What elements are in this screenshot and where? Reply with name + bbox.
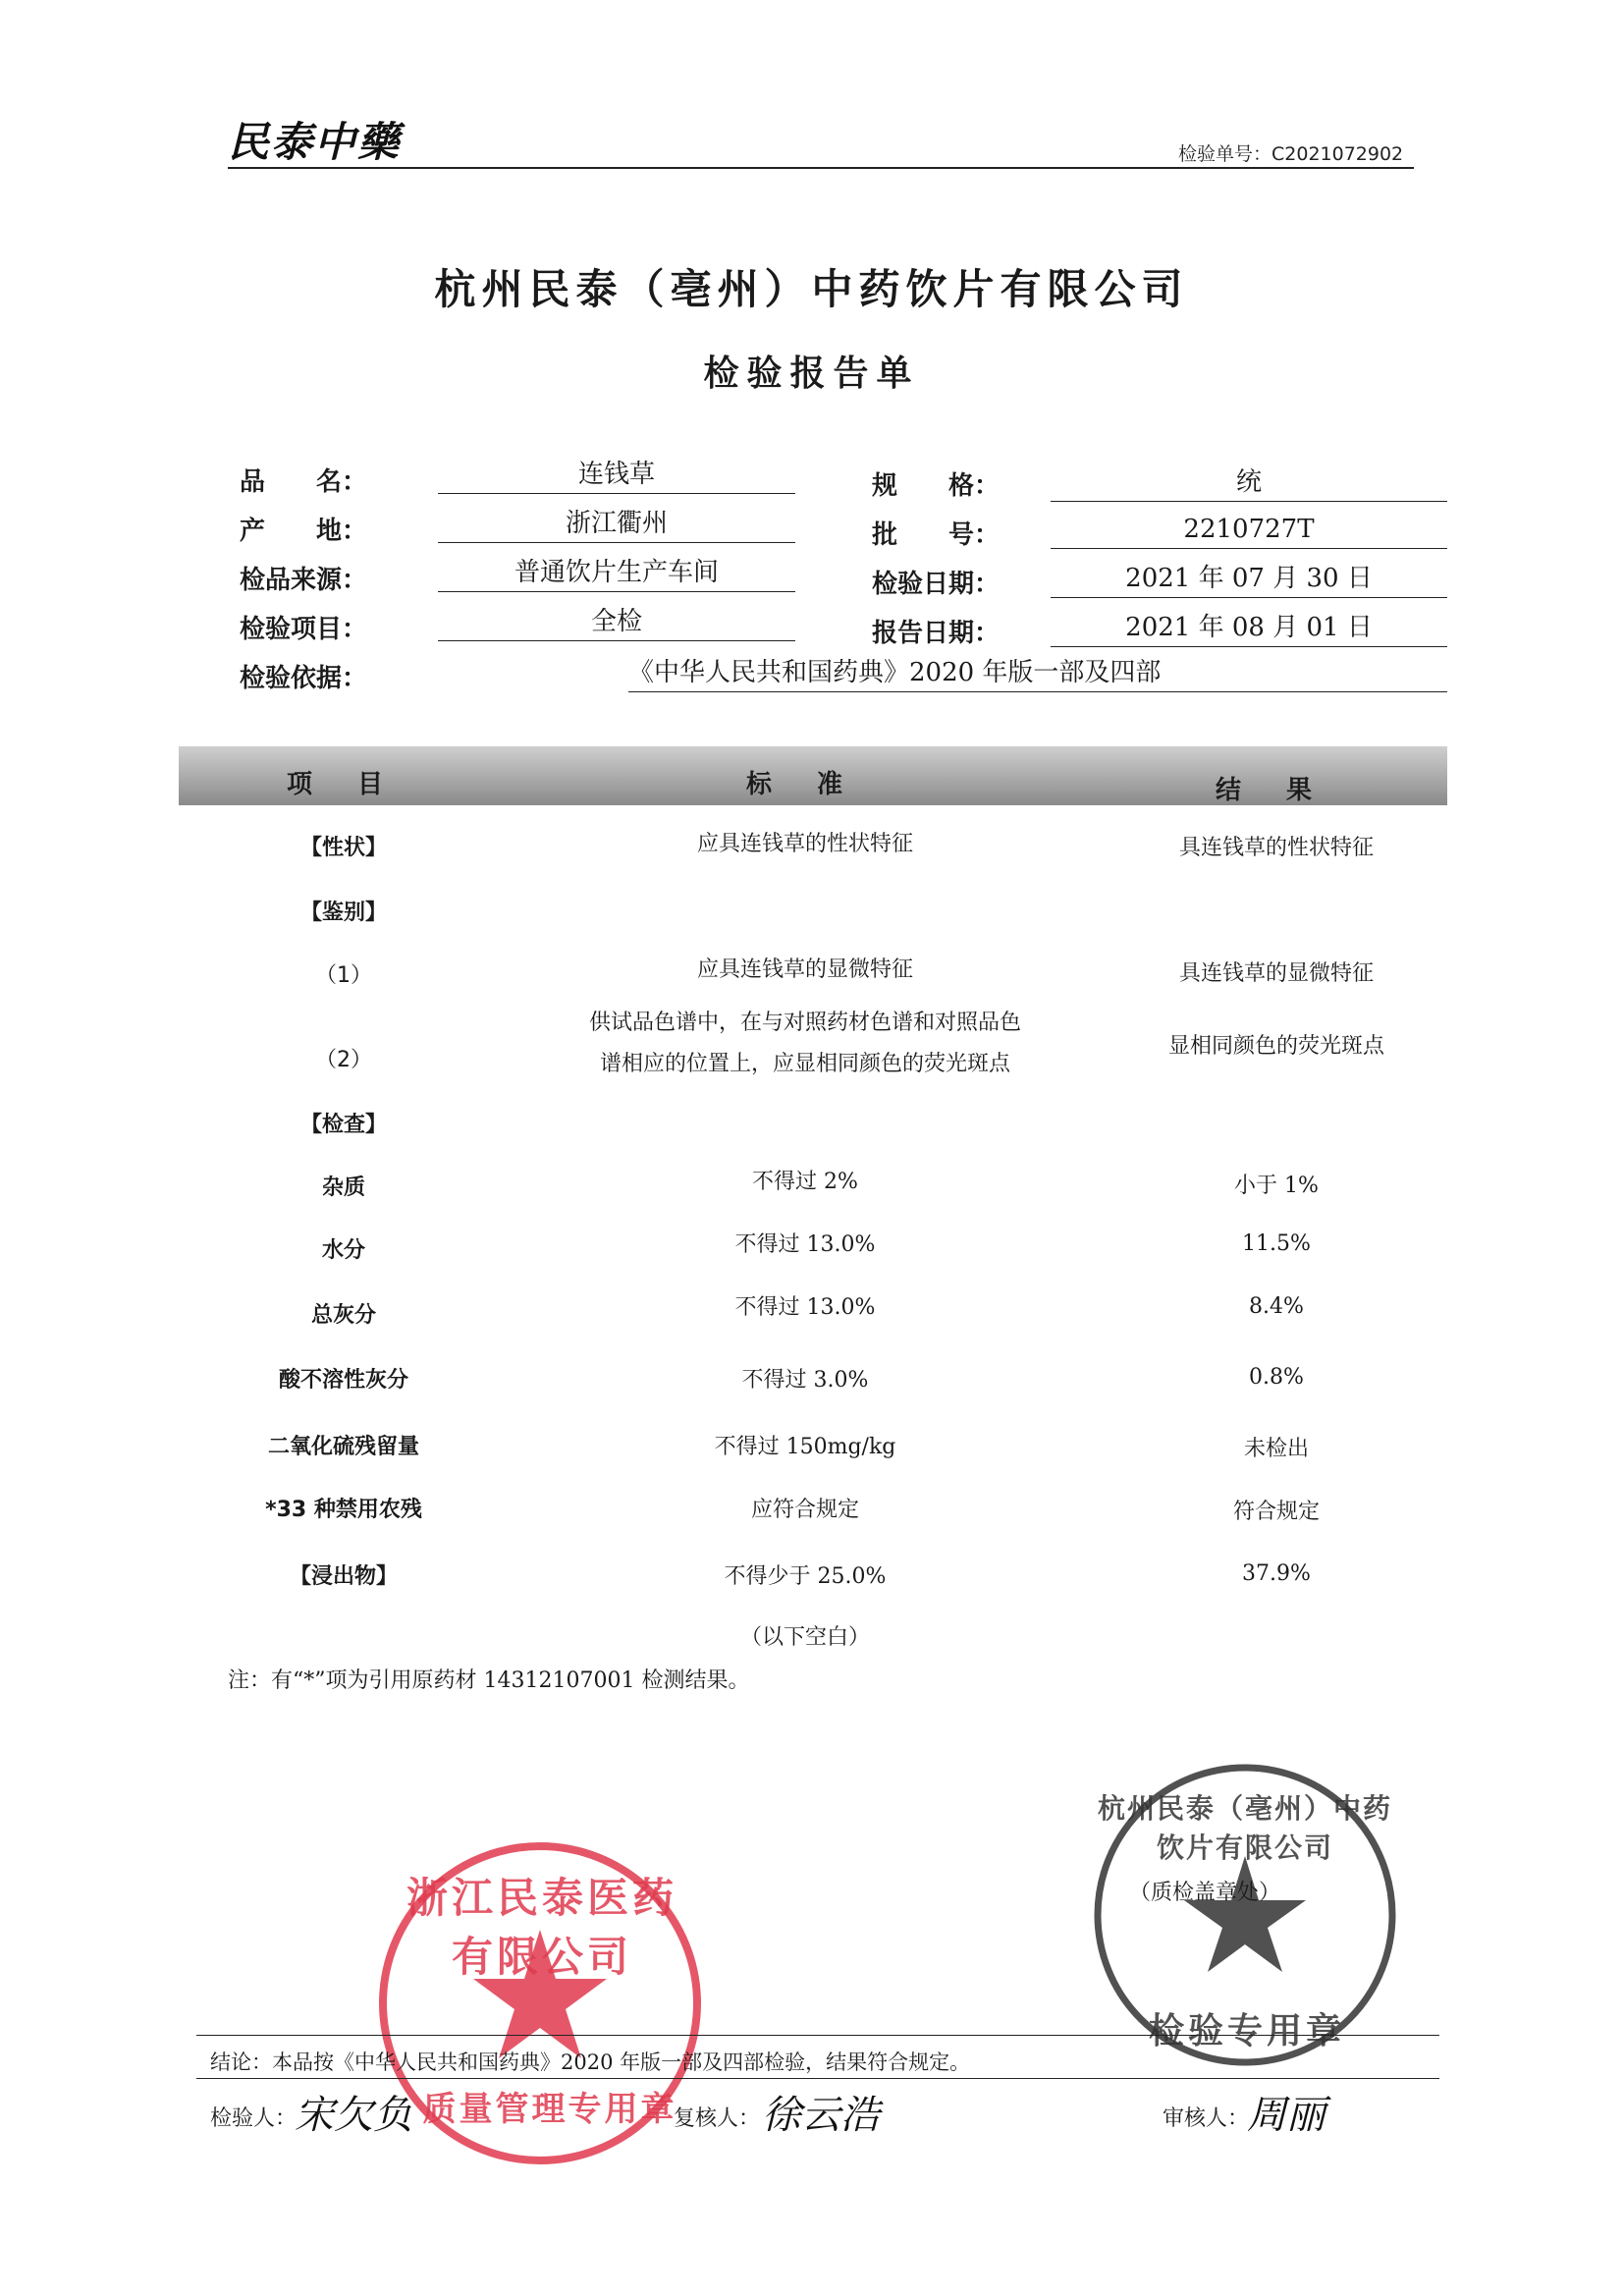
batch-label: 批 号： — [872, 520, 1001, 550]
spec-label: 规 格： — [872, 471, 1001, 501]
row-standard: 不得过 13.0% — [734, 1295, 876, 1320]
inspector-signature: 宋欠负 — [295, 2093, 412, 2138]
row-standard: 不得过 2% — [752, 1170, 858, 1194]
basis-text: 《中华人民共和国药典》2020 年版一部及四部 — [628, 658, 1162, 687]
row-item: 总灰分 — [310, 1303, 376, 1328]
row-result: 具连钱草的性状特征 — [1178, 836, 1374, 860]
row-item: 杂质 — [321, 1175, 365, 1200]
row-result: 显相同颜色的荧光斑点 — [1167, 1034, 1384, 1059]
reviewer-label: 复核人： — [674, 2106, 761, 2131]
report-date-label: 报告日期： — [872, 619, 1001, 648]
inspector-label: 检验人： — [210, 2106, 298, 2131]
company-name: 杭州民泰（亳州）中药饮片有限公司 — [434, 265, 1189, 313]
row-standard: 不得过 150mg/kg — [714, 1435, 896, 1459]
test-date-label: 检验日期： — [872, 570, 1001, 599]
blank-note: （以下空白） — [739, 1625, 870, 1650]
row-result: 小于 1% — [1234, 1174, 1319, 1198]
header-divider — [228, 167, 1414, 169]
row-result: 未检出 — [1243, 1437, 1309, 1461]
document-title: 检验报告单 — [703, 354, 920, 394]
row-item: 酸不溶性灰分 — [278, 1368, 408, 1393]
item-value: 全检 — [438, 605, 795, 641]
row-standard: 不得过 3.0% — [741, 1368, 869, 1393]
basis-value — [628, 656, 1447, 692]
qc-stamp-note: （质检盖章处） — [1129, 1881, 1281, 1905]
row-standard: 应具连钱草的性状特征 — [696, 832, 913, 856]
row-item: 【检查】 — [299, 1113, 387, 1137]
row-standard: 应具连钱草的显微特征 — [696, 957, 913, 982]
row-item: 二氧化硫残留量 — [267, 1435, 419, 1459]
source-label: 检品来源： — [240, 566, 368, 595]
test-date-value: 2021 年 07 月 30 日 — [1051, 562, 1447, 598]
row-standard: 不得过 13.0% — [734, 1232, 876, 1257]
black-stamp-text: 杭州民泰（亳州）中药饮片有限公司 — [1097, 1792, 1392, 1864]
auditor-signature: 周丽 — [1247, 2093, 1325, 2138]
black-stamp-inner-text: 检验专用章 — [1148, 2011, 1345, 2051]
batch-value: 2210727T — [1051, 513, 1447, 549]
row-item: 【浸出物】 — [289, 1564, 398, 1589]
row-item: *33 种禁用农残 — [265, 1498, 422, 1522]
row-item: （2） — [315, 1048, 372, 1072]
footnote: 注：有“*”项为引用原药材 14312107001 检测结果。 — [228, 1668, 750, 1693]
conclusion-top-rule — [196, 2035, 1439, 2036]
row-item: （1） — [315, 963, 372, 988]
report-number: 检验单号：C2021072902 — [1178, 143, 1404, 165]
conclusion-bottom-rule — [196, 2078, 1439, 2079]
red-stamp-text: 浙江民泰医药有限公司 — [406, 1874, 677, 1981]
spec-value: 统 — [1051, 465, 1447, 502]
row-item: 水分 — [321, 1238, 365, 1263]
row-result: 11.5% — [1242, 1231, 1311, 1256]
red-stamp-inner-text: 质量管理专用章 — [422, 2090, 677, 2129]
row-standard-line2: 谱相应的位置上，应显相同颜色的荧光斑点 — [599, 1052, 1010, 1076]
basis-label: 检验依据： — [240, 664, 368, 693]
item-label: 检验项目： — [240, 615, 368, 644]
row-result: 符合规定 — [1232, 1500, 1320, 1524]
source-value: 普通饮片生产车间 — [438, 556, 795, 592]
row-item: 【性状】 — [299, 836, 387, 860]
row-result: 具连钱草的显微特征 — [1178, 961, 1374, 986]
row-result: 8.4% — [1249, 1294, 1304, 1319]
auditor-label: 审核人： — [1163, 2106, 1250, 2131]
row-result: 37.9% — [1242, 1561, 1311, 1586]
name-label: 品 名： — [240, 467, 368, 497]
name-value: 连钱草 — [438, 458, 795, 494]
row-standard: 不得少于 25.0% — [724, 1564, 887, 1589]
header-standard: 标 准 — [746, 770, 853, 799]
reviewer-signature: 徐云浩 — [762, 2093, 880, 2138]
conclusion: 结论：本品按《中华人民共和国药典》2020 年版一部及四部检验，结果符合规定。 — [210, 2050, 971, 2074]
origin-label: 产 地： — [240, 517, 368, 546]
report-date-value: 2021 年 08 月 01 日 — [1051, 611, 1447, 647]
row-result: 0.8% — [1249, 1365, 1304, 1390]
origin-value: 浙江衢州 — [438, 507, 795, 543]
row-standard-line1: 供试品色谱中，在与对照药材色谱和对照品色 — [588, 1011, 1021, 1035]
company-logo: 民泰中藥 — [228, 118, 402, 166]
row-item: 【鉴别】 — [299, 901, 387, 925]
row-standard: 应符合规定 — [750, 1498, 859, 1522]
header-item: 项 目 — [287, 770, 394, 799]
header-result: 结 果 — [1216, 776, 1323, 805]
